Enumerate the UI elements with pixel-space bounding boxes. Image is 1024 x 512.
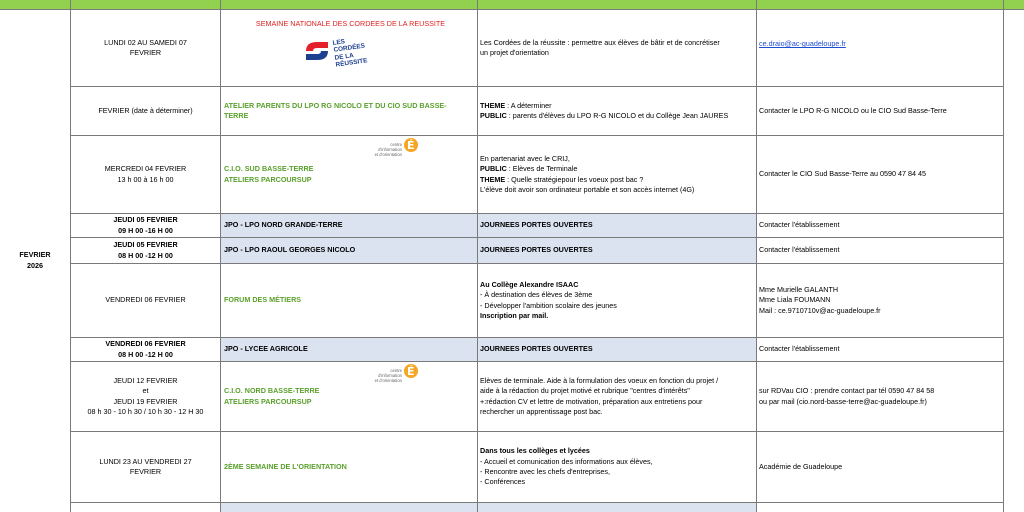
desc-line: JOURNEES PORTES OUVERTES [480, 245, 593, 255]
cio-logo-text: centre d'information [378, 142, 402, 153]
cio-logo [366, 363, 422, 385]
table-row-desc [478, 432, 756, 503]
event-title: JPO - LYCEE AGRICOLE [224, 344, 308, 354]
table-row-event [221, 238, 477, 264]
cio-logo-letter: É [407, 139, 415, 152]
column-divider [477, 0, 478, 512]
table-row-event [221, 87, 477, 136]
desc-line: PUBLIC : parents d'élèves du LPO R-G NICOLO et du Collège Jean JAURES [480, 111, 729, 120]
desc-line: - Accueil et comunication des informations aux élèves, [480, 456, 653, 466]
date-line: LUNDI 02 AU SAMEDI 07 [104, 37, 187, 47]
cordees-logo-icon [302, 39, 332, 63]
event-title: JPO - LPO NORD GRANDE-TERRE [224, 220, 343, 230]
table-row-date [71, 432, 220, 503]
date-line: MERCREDI 04 FEVRIER [104, 164, 187, 174]
desc-line: Au Collège Alexandre ISAAC [480, 279, 579, 289]
event-title: C.I.O. SUD BASSE-TERRE [224, 164, 314, 174]
table-row-contact [757, 87, 1003, 136]
desc-line: un projet d'orientation [480, 48, 549, 57]
table-row-contact [757, 362, 1003, 432]
event-title: ATELIER PARENTS DU LPO RG NICOLO ET DU CIO SUD BASSE- [224, 100, 447, 110]
cio-logo-text: et d'orientation [374, 152, 402, 158]
contact-line: Contacter le LPO R-G NICOLO ou le CIO Sud Basse-Terre [759, 105, 947, 115]
event-title: ATELIERS PARCOURSUP [224, 396, 312, 406]
desc-line: Les Cordées de la réussite : permettre aux élèves de bâtir et de concrétiser [480, 37, 720, 47]
month-label: FEVRIER [19, 250, 51, 260]
column-divider [1003, 0, 1004, 512]
desc-line: +:rédaction CV et lettre de motivation, préparation aux entretiens pour [480, 396, 703, 406]
table-row-date [71, 362, 220, 432]
event-title: JPO - LPO RAOUL GEORGES NICOLO [224, 245, 356, 255]
contact-line: Mme Liala FOUMANN [759, 295, 831, 305]
cordees-logo [296, 34, 406, 70]
date-line: et [142, 386, 149, 396]
contact-email-link[interactable]: ce.draio@ac-guadeloupe.fr [759, 39, 846, 48]
table-row-event [221, 214, 477, 238]
cio-logo [366, 137, 422, 159]
table-row-contact [757, 136, 1003, 214]
table-row-date [71, 338, 220, 362]
event-title: SEMAINE NATIONALE DES CORDEES DE LA REUSSITE [255, 19, 446, 28]
date-line: JEUDI 19 FEVRIER [113, 396, 178, 406]
event-title: ATELIERS PARCOURSUP [224, 174, 312, 184]
column-divider [70, 0, 71, 512]
event-title: 2ÈME SEMAINE DE L'ORIENTATION [224, 461, 347, 471]
date-line: 09 H 00 -16 H 00 [118, 225, 173, 235]
desc-line: THEME : Quelle stratégiepour les voeux post bac ? [480, 174, 644, 184]
date-line: FEVRIER [129, 48, 162, 57]
desc-line: Dans tous les collèges et lycées [480, 446, 590, 456]
table-row-event [221, 338, 477, 362]
event-title: C.I.O. NORD BASSE-TERRE [224, 386, 320, 396]
table-row-partial [478, 503, 756, 512]
cio-logo-letter: É [407, 365, 415, 378]
table-row-contact [757, 10, 1003, 87]
cio-logo-text: et d'orientation [374, 378, 402, 384]
date-line: VENDREDI 06 FEVRIER [105, 339, 186, 349]
header-band [0, 0, 1024, 10]
table-row-desc [478, 214, 756, 238]
table-row-partial [221, 503, 477, 512]
table-row-desc [478, 87, 756, 136]
table-row-event [221, 362, 477, 432]
table-row-event [221, 264, 477, 338]
desc-line: - Conférences [480, 477, 526, 487]
date-line: JEUDI 05 FEVRIER [113, 215, 178, 225]
table-row-date [71, 214, 220, 238]
date-line: 08 H 00 -12 H 00 [118, 349, 173, 359]
table-row-date [71, 10, 220, 87]
contact-line: sur RDVau CIO : prendre contact par tél 0590 47 84 58 [759, 386, 935, 396]
desc-line: - À destination des élèves de 3ème [480, 290, 593, 300]
table-row-contact [757, 338, 1003, 362]
contact-line: Contacter l'établissement [759, 220, 840, 230]
cordees-logo-text: LES CORDÉES DE LA RÉUSSITE [331, 38, 368, 70]
column-divider [220, 0, 221, 512]
date-line: FEVRIER [129, 467, 162, 476]
table-row-event [221, 10, 477, 87]
desc-line: - Développer l'ambition scolaire des jeunes [480, 300, 617, 310]
desc-line: - Rencontre avec les chefs d'entreprises, [480, 467, 611, 476]
year-label: 2026 [27, 261, 43, 270]
date-line: 08 H 00 -12 H 00 [118, 250, 173, 260]
desc-line: Elèves de terminale. Aide à la formulation des voeux en fonction du projet / [480, 375, 719, 385]
table-row-desc [478, 238, 756, 264]
table-row-date [71, 87, 220, 136]
desc-line: JOURNEES PORTES OUVERTES [480, 220, 593, 230]
desc-line: aide à la rédaction du projet motivé et rubrique "centres d'intérêts" [480, 386, 690, 396]
desc-line: rechercher un apprentissage post bac. [480, 406, 603, 416]
table-row-contact [757, 432, 1003, 503]
date-line: 13 h 00 à 16 h 00 [117, 174, 174, 184]
date-line: VENDREDI 06 FEVRIER [105, 295, 186, 305]
table-row-date [71, 136, 220, 214]
month-cell [0, 10, 70, 512]
date-line: JEUDI 12 FEVRIER [113, 375, 178, 385]
contact-line: Contacter le CIO Sud Basse-Terre au 0590 47 84 45 [759, 169, 927, 179]
contact-line: Contacter l'établissement [759, 344, 840, 354]
desc-line: JOURNEES PORTES OUVERTES [480, 344, 593, 354]
desc-line: THEME : A déterminer [480, 100, 552, 110]
contact-line: Contacter l'établissement [759, 245, 840, 255]
table-row-event [221, 136, 477, 214]
date-line: JEUDI 05 FEVRIER [113, 240, 178, 250]
table-row-contact [757, 238, 1003, 264]
table-row-desc [478, 136, 756, 214]
table-row-desc [478, 362, 756, 432]
table-row-date [71, 238, 220, 264]
event-title: TERRE [224, 111, 249, 120]
table-row-contact [757, 214, 1003, 238]
event-title: FORUM DES MÉTIERS [224, 295, 302, 305]
cio-logo-text: centre d'information [378, 368, 402, 379]
desc-line: PUBLIC : Elèves de Terminale [480, 164, 578, 174]
date-line: 08 h 30 - 10 h 30 / 10 h 30 - 12 H 30 [87, 406, 204, 416]
table-row-desc [478, 264, 756, 338]
table-row-desc [478, 338, 756, 362]
table-row-event [221, 432, 477, 503]
table-row-desc [478, 10, 756, 87]
table-row-date [71, 264, 220, 338]
desc-line: L'élève doit avoir son ordinateur portable et son accès internet (4G) [480, 184, 695, 194]
date-line: LUNDI 23 AU VENDREDI 27 [99, 456, 192, 466]
contact-email: Mail : ce.9710710v@ac-guadeloupe.fr [759, 305, 881, 315]
contact-line: ou par mail (cio.nord-basse-terre@ac-guadeloupe.fr) [759, 396, 927, 406]
contact-line: Académie de Guadeloupe [759, 461, 843, 471]
desc-line: En partenariat avec le CRIJ, [480, 153, 570, 163]
contact-line: Mme Murielle GALANTH [759, 284, 839, 294]
column-divider [756, 0, 757, 512]
desc-line: Inscription par mail. [480, 310, 549, 320]
date-line: FEVRIER (date à déterminer) [98, 105, 193, 115]
table-row-contact [757, 264, 1003, 338]
